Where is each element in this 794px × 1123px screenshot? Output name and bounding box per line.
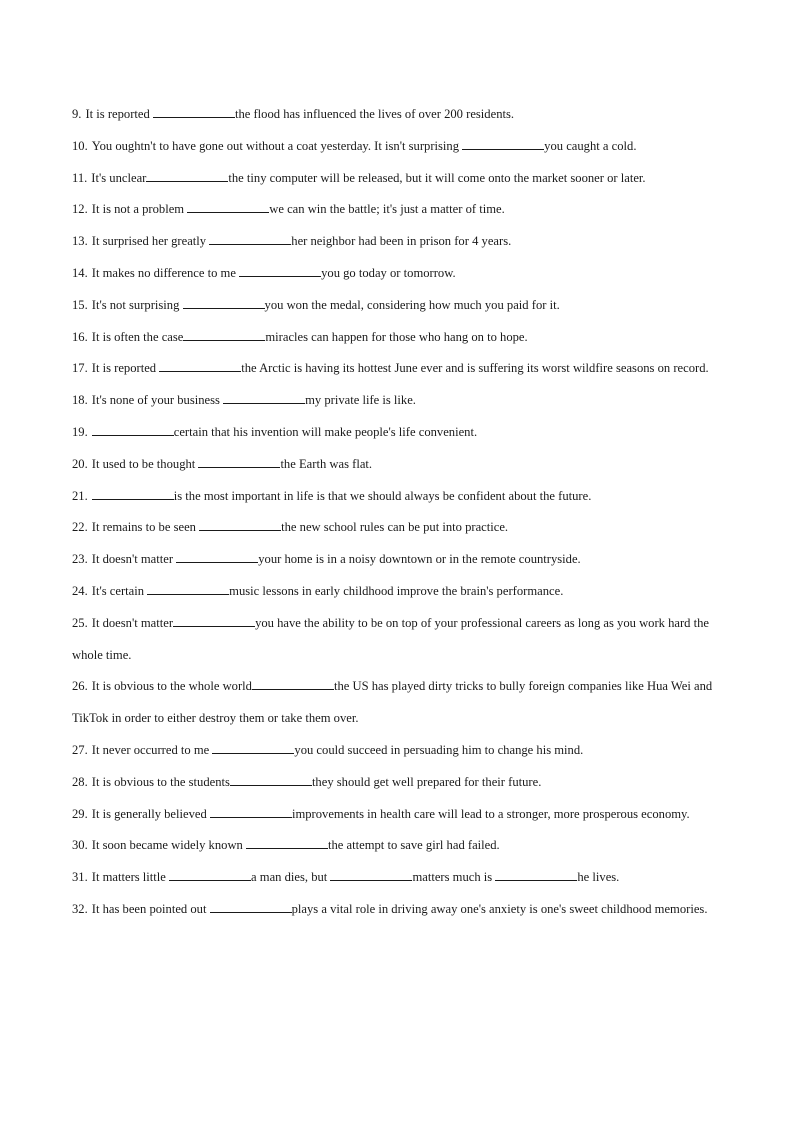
- question-text: It doesn't matter: [91, 615, 174, 630]
- question-item: [72, 735, 722, 767]
- question-number: 27.: [72, 742, 88, 757]
- question-item: [72, 671, 722, 735]
- question-text: you won the medal, considering how much you paid for it.: [264, 297, 560, 312]
- question-number: 20.: [72, 456, 88, 471]
- question-text: matters much is: [412, 870, 496, 885]
- question-text: the flood has influenced the lives of over 200 residents.: [234, 107, 515, 121]
- question-text: improvements in health care will lead to a stronger, more prosperous economy.: [291, 806, 690, 821]
- question-text: her neighbor had been in prison for 4 years.: [291, 234, 512, 249]
- question-item: [72, 417, 722, 449]
- question-text: the tiny computer will be released, but it will come onto the market sooner or later.: [228, 170, 646, 185]
- answer-blank[interactable]: [230, 773, 312, 786]
- question-number: 9.: [72, 107, 82, 121]
- question-number: 29.: [72, 806, 88, 821]
- question-number: 15.: [72, 297, 88, 312]
- answer-blank[interactable]: [146, 169, 228, 182]
- question-list: [72, 99, 722, 926]
- question-item: [72, 894, 722, 926]
- question-number: 13.: [72, 234, 88, 249]
- answer-blank[interactable]: [209, 232, 291, 245]
- question-text: It makes no difference to me: [91, 265, 240, 280]
- answer-blank[interactable]: [147, 582, 229, 595]
- question-text: they should get well prepared for their future.: [311, 774, 542, 789]
- question-item: [72, 449, 722, 481]
- question-item: [72, 163, 722, 195]
- question-text: miracles can happen for those who hang on to hope.: [265, 329, 528, 344]
- question-number: 14.: [72, 265, 88, 280]
- answer-blank[interactable]: [199, 518, 281, 531]
- answer-blank[interactable]: [212, 741, 294, 754]
- question-number: 23.: [72, 552, 88, 567]
- question-number: 19.: [72, 424, 88, 439]
- question-item: [72, 131, 722, 163]
- question-text: we can win the battle; it's just a matter of time.: [269, 202, 505, 217]
- question-item: [72, 767, 722, 799]
- question-text: plays a vital role in driving away one's anxiety is one's sweet childhood memories.: [291, 901, 708, 916]
- question-item: [72, 194, 722, 226]
- question-text: the Earth was flat.: [280, 456, 373, 471]
- question-number: 21.: [72, 488, 88, 503]
- question-text: you could succeed in persuading him to change his mind.: [294, 742, 584, 757]
- answer-blank[interactable]: [223, 391, 305, 404]
- answer-blank[interactable]: [92, 423, 174, 436]
- answer-blank[interactable]: [176, 550, 258, 563]
- question-text: It is not a problem: [91, 202, 188, 217]
- question-number: 17.: [72, 361, 88, 376]
- answer-blank[interactable]: [92, 487, 174, 500]
- answer-blank[interactable]: [462, 137, 544, 150]
- question-number: 16.: [72, 329, 88, 344]
- answer-blank[interactable]: [210, 900, 292, 913]
- answer-blank[interactable]: [198, 455, 280, 468]
- question-item: [72, 608, 722, 672]
- question-number: 18.: [72, 393, 88, 408]
- question-text: You oughtn't to have gone out without a coat yesterday. It isn't surprising: [91, 138, 463, 153]
- answer-blank[interactable]: [330, 868, 412, 881]
- answer-blank[interactable]: [159, 359, 241, 372]
- answer-blank[interactable]: [173, 614, 255, 627]
- question-item: [72, 290, 722, 322]
- question-text: It has been pointed out: [91, 901, 210, 916]
- answer-blank[interactable]: [239, 264, 321, 277]
- question-number: 25.: [72, 615, 88, 630]
- question-number: 12.: [72, 202, 88, 217]
- question-item: [72, 512, 722, 544]
- question-text: It's unclear: [91, 170, 147, 185]
- question-number: 31.: [72, 870, 88, 885]
- question-text: you go today or tomorrow.: [321, 265, 456, 280]
- question-text: your home is in a noisy downtown or in the remote countryside.: [258, 552, 581, 567]
- answer-blank[interactable]: [187, 200, 269, 213]
- question-item: [72, 258, 722, 290]
- question-text: is the most important in life is that we should always be confident about the future.: [173, 488, 592, 503]
- answer-blank[interactable]: [183, 328, 265, 341]
- question-text: It matters little: [91, 870, 170, 885]
- question-item: [72, 544, 722, 576]
- answer-blank[interactable]: [169, 868, 251, 881]
- question-item: [72, 226, 722, 258]
- question-text: my private life is like.: [305, 393, 416, 408]
- question-item: [72, 481, 722, 513]
- question-text: the attempt to save girl had failed.: [328, 838, 500, 853]
- question-text: music lessons in early childhood improve the brain's performance.: [229, 583, 564, 598]
- question-text: It remains to be seen: [91, 520, 200, 535]
- question-text: you caught a cold.: [544, 138, 637, 153]
- question-text: It's none of your business: [91, 393, 224, 408]
- question-text: the Arctic is having its hottest June ever and is suffering its worst wildfire seasons on record.: [241, 361, 709, 376]
- question-item: [72, 830, 722, 862]
- question-text: It never occurred to me: [91, 742, 213, 757]
- answer-blank[interactable]: [246, 836, 328, 849]
- question-text: It used to be thought: [91, 456, 199, 471]
- question-text: the US has played dirty tricks to bully foreign companies like Hua Wei and TikTok in order to either destroy them or take them over.: [72, 679, 713, 726]
- answer-blank[interactable]: [153, 105, 235, 118]
- answer-blank[interactable]: [210, 805, 292, 818]
- question-item: [72, 353, 722, 385]
- question-text: It is generally believed: [91, 806, 210, 821]
- question-item: [72, 576, 722, 608]
- question-text: It is reported: [91, 361, 160, 376]
- question-number: 32.: [72, 901, 88, 916]
- question-text: It doesn't matter: [91, 552, 177, 567]
- question-number: 10.: [72, 138, 88, 153]
- question-text: he lives.: [577, 870, 620, 885]
- question-text: It surprised her greatly: [91, 234, 210, 249]
- question-number: 28.: [72, 774, 88, 789]
- question-text: It's not surprising: [91, 297, 183, 312]
- question-number: 24.: [72, 583, 88, 598]
- question-text: It's certain: [91, 583, 148, 598]
- question-text: It is obvious to the whole world: [91, 679, 252, 694]
- question-text: It is reported: [85, 107, 153, 121]
- question-item: [72, 322, 722, 354]
- question-item: [72, 862, 722, 894]
- question-text: certain that his invention will make people's life convenient.: [173, 424, 478, 439]
- question-text: It soon became widely known: [91, 838, 246, 853]
- question-text: a man dies, but: [251, 870, 331, 885]
- question-number: 22.: [72, 520, 88, 535]
- question-text: the new school rules can be put into practice.: [281, 520, 509, 535]
- question-number: 26.: [72, 679, 88, 694]
- question-item: [72, 99, 722, 131]
- question-text: It is often the case: [91, 329, 184, 344]
- question-number: 30.: [72, 838, 88, 853]
- answer-blank[interactable]: [252, 677, 334, 690]
- question-text: you have the ability to be on top of your professional careers as long as you work hard the whole time.: [72, 615, 710, 662]
- question-text: It is obvious to the students: [91, 774, 230, 789]
- answer-blank[interactable]: [495, 868, 577, 881]
- question-number: 11.: [72, 170, 88, 185]
- question-item: [72, 799, 722, 831]
- answer-blank[interactable]: [183, 296, 265, 309]
- question-item: [72, 385, 722, 417]
